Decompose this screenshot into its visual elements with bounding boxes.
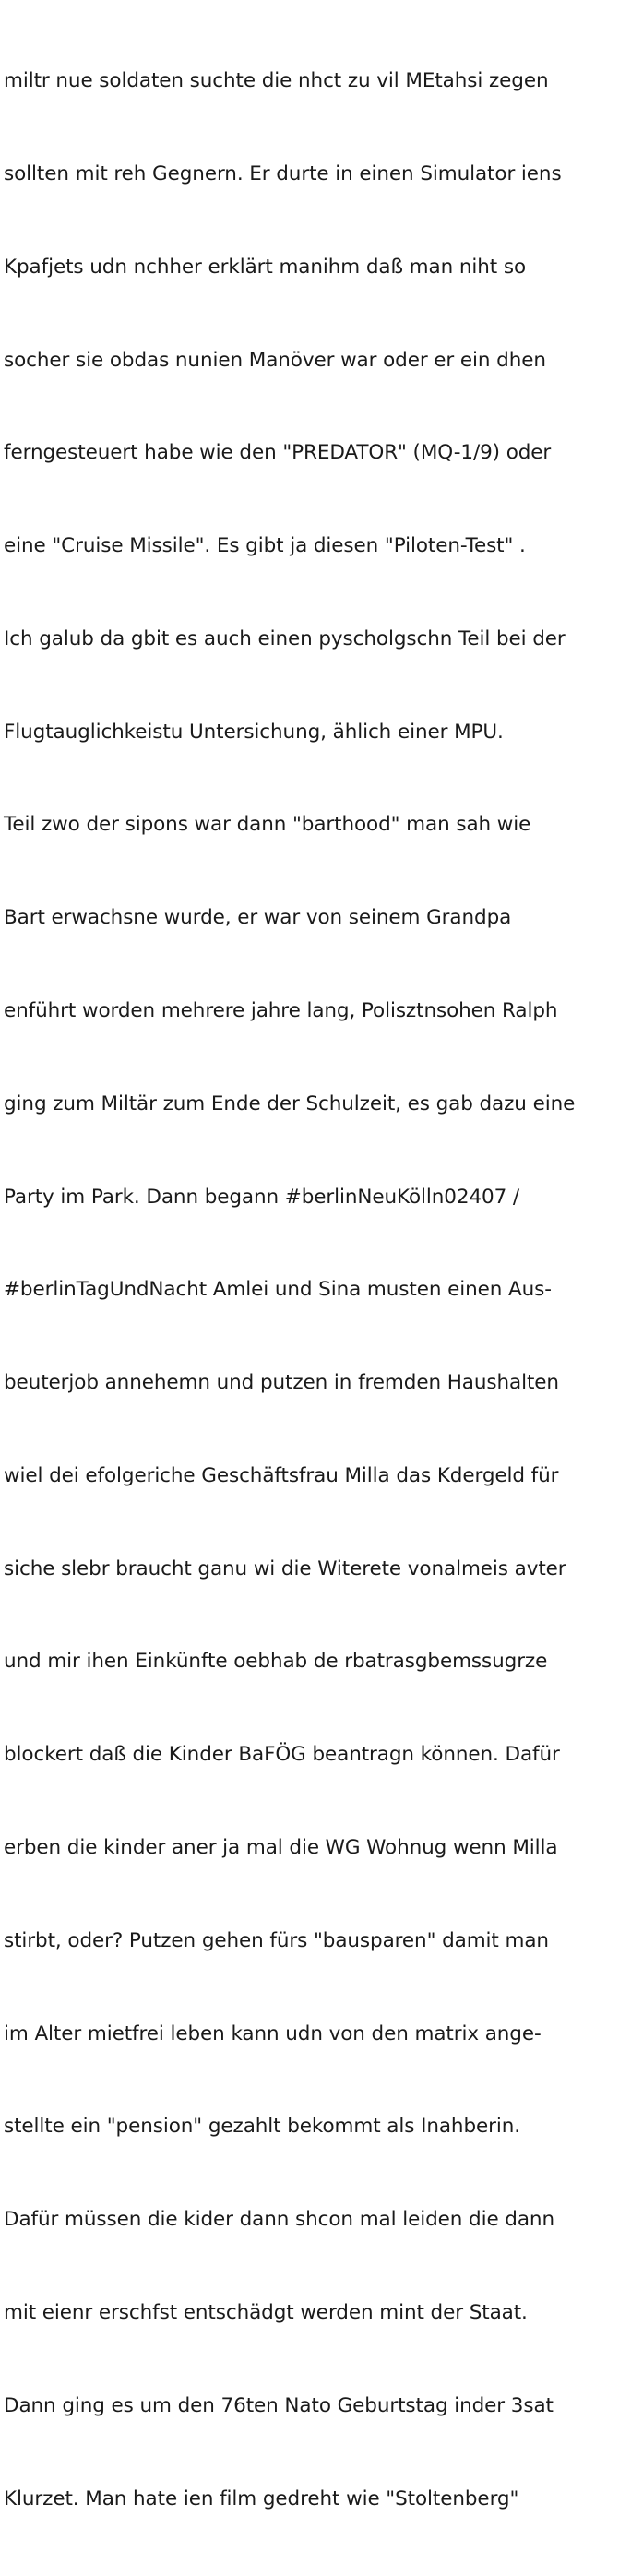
text-line: Party im Park. Dann begann #berlinNeuKölln02407 /	[4, 1185, 520, 1209]
text-line: blockert daß die Kinder BaFÖG beantragn können. Dafür	[4, 1743, 560, 1767]
text-line: stirbt, oder? Putzen gehen fürs "bausparen" damit man	[4, 1928, 549, 1952]
text-line: Klurzet. Man hate ien film gedreht wie "Stoltenberg"	[4, 2487, 519, 2510]
text-line: wiel dei efolgeriche Geschäftsfrau Milla das Kdergeld für	[4, 1463, 559, 1487]
text-line: stellte ein "pension" gezahlt bekommt als Inahberin.	[4, 2115, 520, 2139]
text-line: miltr nue soldaten suchte die nhct zu vil MEtahsi zegen	[4, 69, 549, 93]
text-line: ging zum Miltär zum Ende der Schulzeit, es gab dazu eine	[4, 1091, 576, 1115]
text-line: Bart erwachsne wurde, er war von seinem Grandpa	[4, 906, 512, 930]
text-line: und mir ihen Einkünfte oebhab de rbatrasgbemssugrze	[4, 1650, 548, 1674]
text-line: beuterjob annehemn und putzen in fremden Haushalten	[4, 1371, 559, 1395]
text-line: Dafür müssen die kider dann shcon mal leiden die dann	[4, 2208, 554, 2232]
text-line: mit eienr erschfst entschädgt werden mint der Staat.	[4, 2300, 528, 2324]
text-line: Dann ging es um den 76ten Nato Geburtstag inder 3sat	[4, 2393, 554, 2417]
text-line: #berlinTagUndNacht Amlei und Sina musten einen Aus-	[4, 1278, 552, 1302]
text-line: sollten mit reh Gegnern. Er durte in einen Simulator iens	[4, 161, 562, 185]
text-line: ferngesteuert habe wie den "PREDATOR" (MQ-1/9) oder	[4, 441, 552, 465]
text-line: Ich galub da gbit es auch einen pyscholgschn Teil bei der	[4, 626, 566, 650]
text-line: enführt worden mehrere jahre lang, Polisztnsohen Ralph	[4, 999, 558, 1022]
text-line: siche slebr braucht ganu wi die Witerete vonalmeis avter	[4, 1556, 566, 1580]
text-line: socher sie obdas nunien Manöver war oder er ein dhen	[4, 348, 546, 372]
text-line: eine "Cruise Missile". Es gibt ja diesen "Piloten-Test" .	[4, 534, 526, 558]
text-line: im Alter mietfrei leben kann udn von den matrix ange-	[4, 2021, 542, 2045]
text-line: Teil zwo der sipons war dann "barthood" man sah wie	[4, 813, 531, 837]
text-line: erben die kinder aner ja mal die WG Wohnug wenn Milla	[4, 1836, 558, 1860]
document-text-body	[4, 4, 624, 2576]
text-line: Flugtauglichkeistu Untersichung, ählich einer MPU.	[4, 720, 504, 744]
text-line: Kpafjets udn nchher erklärt manihm daß man niht so	[4, 255, 527, 279]
